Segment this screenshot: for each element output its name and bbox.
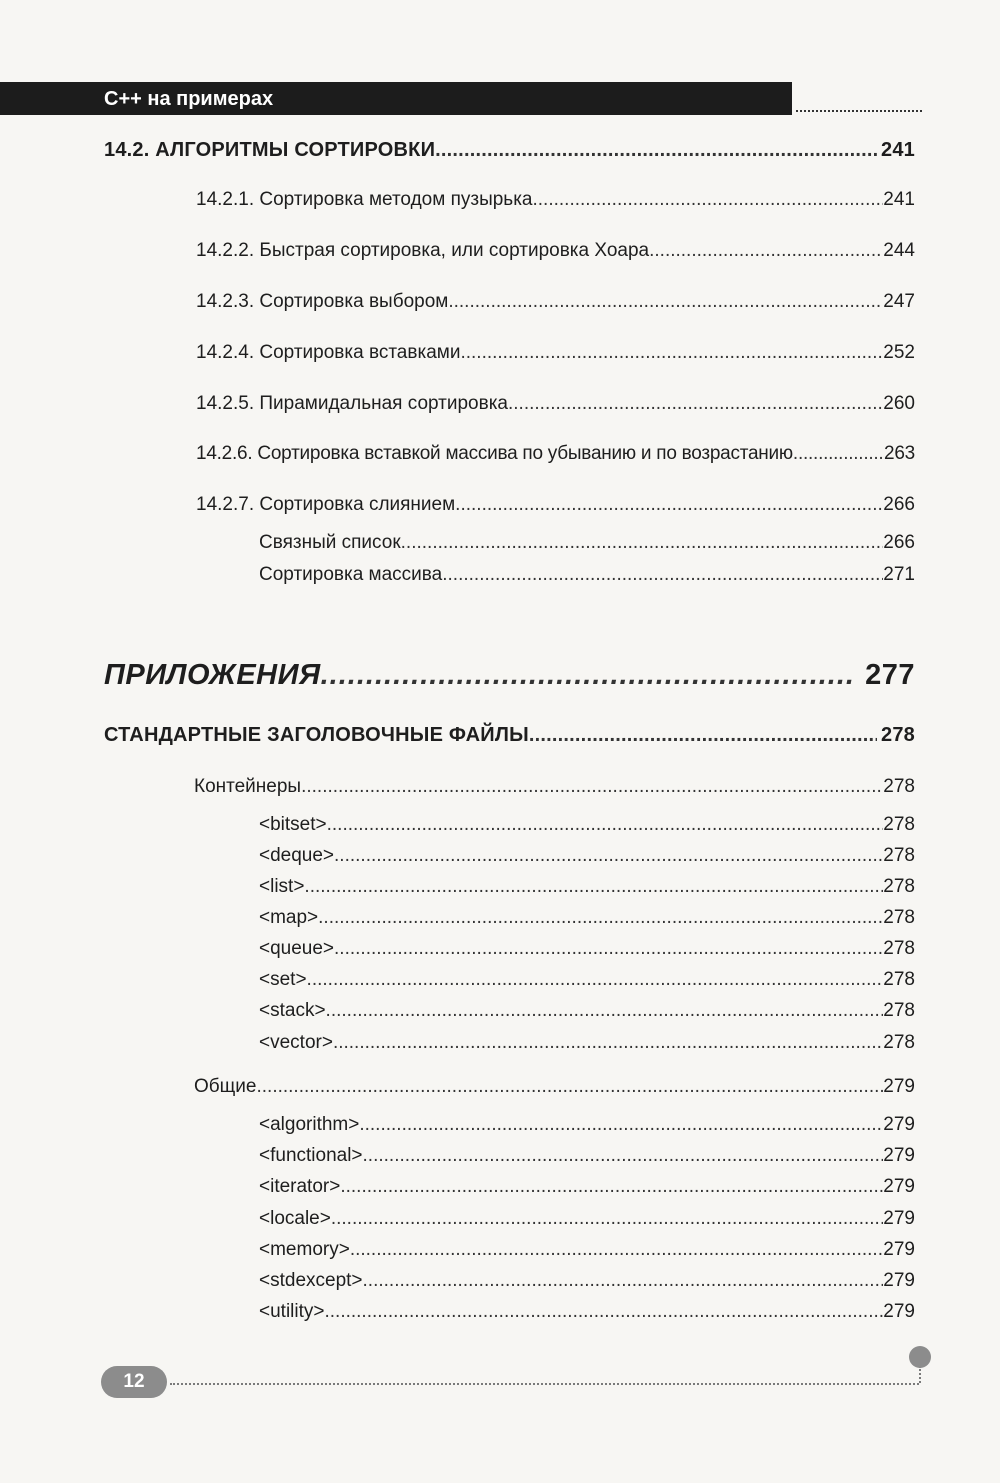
toc-entry-label: 14.2.6. Сортировка вставкой массива по убыванию и по возрастанию: [196, 443, 793, 464]
toc-leader: [649, 240, 883, 262]
toc-leader: [304, 876, 883, 898]
toc-entry-page: 278: [883, 1000, 915, 1021]
toc-entry: [259, 1239, 915, 1261]
toc-entry-label: 14.2.5. Пирамидальная сортировка: [196, 393, 508, 414]
toc-entry-page: 266: [883, 494, 915, 515]
toc-entry: [259, 1145, 915, 1167]
toc-leader: [435, 139, 877, 162]
toc-entry: [196, 494, 915, 516]
toc-entry: [259, 969, 915, 991]
toc-entry: [259, 532, 915, 554]
toc-entry-label: <list>: [259, 876, 305, 897]
toc-leader: [256, 1076, 883, 1098]
toc-leader: [324, 1301, 883, 1323]
toc-entry-section: [104, 139, 915, 162]
toc-leader: [533, 189, 884, 211]
toc-entry-label: Общие: [194, 1076, 257, 1097]
toc-entry-label: Сортировка массива: [259, 564, 443, 585]
toc-entry-label: 14.2.3. Сортировка выбором: [196, 291, 449, 312]
toc-entry-label: <algorithm>: [259, 1114, 360, 1135]
toc-entry-section: [104, 724, 915, 747]
page-number-badge: [101, 1366, 167, 1398]
toc-entry: [259, 1301, 915, 1323]
page-number: 12: [123, 1371, 145, 1392]
toc-leader: [350, 1239, 883, 1261]
toc-entry-page: 278: [883, 969, 915, 990]
toc-part-page: 277: [865, 659, 915, 691]
toc-entry: [259, 907, 915, 929]
toc-leader: [331, 1208, 883, 1230]
toc-entry: [196, 342, 915, 364]
toc-leader: [793, 443, 884, 465]
toc-entry: [259, 1208, 915, 1230]
toc-entry-page: 252: [883, 342, 915, 363]
toc-entry-page: 247: [883, 291, 915, 312]
toc-entry-part: [104, 659, 915, 692]
toc-leader: [448, 291, 883, 313]
toc-entry-label: 14.2.1. Сортировка методом пузырька: [196, 189, 533, 210]
toc-entry-page: 244: [883, 240, 915, 261]
toc-entry-label: <utility>: [259, 1301, 325, 1322]
toc-entry-page: 260: [883, 393, 915, 414]
toc-entry-label: <iterator>: [259, 1176, 341, 1197]
toc-entry-page: 278: [883, 938, 915, 959]
toc-entry: [196, 393, 915, 415]
toc-entry-label: <set>: [259, 969, 307, 990]
toc-leader: [442, 564, 883, 586]
toc-entry-group: [194, 1076, 915, 1098]
toc-leader: [327, 814, 884, 836]
toc-entry-page: 278: [881, 724, 915, 746]
header-dotted-rule: [796, 110, 922, 112]
toc-entry-page: 278: [883, 876, 915, 897]
toc-entry-label: 14.2.7. Сортировка слиянием: [196, 494, 456, 515]
footer-dotted-rule: [170, 1383, 919, 1385]
toc-entry-page: 279: [883, 1176, 915, 1197]
toc-entry-page: 278: [883, 845, 915, 866]
toc-entry-page: 278: [883, 907, 915, 928]
toc-leader: [326, 1000, 884, 1022]
toc-entry-label: СТАНДАРТНЫЕ ЗАГОЛОВОЧНЫЕ ФАЙЛЫ: [104, 724, 529, 746]
toc-leader: [334, 845, 883, 867]
toc-entry-label: <functional>: [259, 1145, 363, 1166]
toc-entry-page: 279: [883, 1076, 915, 1097]
toc-entry-page: 279: [883, 1208, 915, 1229]
toc-entry: [259, 876, 915, 898]
toc-entry: [259, 1176, 915, 1198]
toc-leader: [363, 1145, 884, 1167]
toc-entry: [196, 291, 915, 313]
toc-entry-page: 271: [883, 564, 915, 585]
toc-entry-label: <memory>: [259, 1239, 350, 1260]
toc-entry: [196, 240, 915, 262]
toc-entry-page: 241: [881, 139, 915, 161]
toc-leader: [460, 342, 883, 364]
footer-dotted-stem: [919, 1366, 921, 1383]
toc-entry: [259, 814, 915, 836]
toc-entry-group: [194, 776, 915, 798]
toc-entry-label: Контейнеры: [194, 776, 302, 797]
toc-entry-label: <map>: [259, 907, 319, 928]
toc-leader: [363, 1270, 884, 1292]
toc-part-label: ПРИЛОЖЕНИЯ: [104, 659, 321, 691]
toc-leader: [359, 1114, 883, 1136]
toc-leader: [508, 393, 883, 415]
toc-entry-label: Связный список: [259, 532, 401, 553]
toc-entry-label: 14.2.4. Сортировка вставками: [196, 342, 461, 363]
toc-entry-page: 279: [883, 1270, 915, 1291]
toc-entry-page: 279: [883, 1239, 915, 1260]
toc-entry-label: <queue>: [259, 938, 335, 959]
toc-entry-page: 263: [884, 443, 915, 464]
toc-entry-page: 279: [883, 1301, 915, 1322]
toc-leader: [340, 1176, 883, 1198]
toc-entry-page: 279: [883, 1145, 915, 1166]
toc-entry: [259, 845, 915, 867]
toc-entry-page: 241: [883, 189, 915, 210]
toc-entry-label: <stdexcept>: [259, 1270, 363, 1291]
toc-entry: [259, 938, 915, 960]
toc-leader: [529, 724, 877, 747]
footer-circle-ornament: [909, 1346, 931, 1368]
toc-leader: [301, 776, 883, 798]
toc-entry: [196, 189, 915, 211]
toc-leader: [318, 907, 883, 929]
toc-leader: [321, 659, 856, 692]
toc-entry: [259, 1114, 915, 1136]
toc-entry-label: <stack>: [259, 1000, 326, 1021]
toc-entry: [196, 443, 915, 465]
toc-entry: [259, 1270, 915, 1292]
toc-entry-page: 266: [883, 532, 915, 553]
toc-leader: [333, 1032, 883, 1054]
running-head-title: C++ на примерах: [104, 88, 274, 110]
toc-entry-label: <locale>: [259, 1208, 331, 1229]
toc-entry-page: 278: [883, 1032, 915, 1053]
toc-entry-label: 14.2.2. Быстрая сортировка, или сортировка Хоара: [196, 240, 650, 261]
toc-entry-label: <bitset>: [259, 814, 327, 835]
toc-entry: [259, 564, 915, 586]
toc-entry-label: <vector>: [259, 1032, 333, 1053]
toc-leader: [307, 969, 884, 991]
toc-entry: [259, 1032, 915, 1054]
toc-entry: [259, 1000, 915, 1022]
toc-leader: [401, 532, 884, 554]
toc-entry-label: 14.2. АЛГОРИТМЫ СОРТИРОВКИ: [104, 139, 436, 161]
toc-entry-page: 279: [883, 1114, 915, 1135]
toc-entry-page: 278: [883, 814, 915, 835]
toc-leader: [334, 938, 883, 960]
toc-leader: [455, 494, 883, 516]
toc-entry-label: <deque>: [259, 845, 335, 866]
toc-entry-page: 278: [883, 776, 915, 797]
